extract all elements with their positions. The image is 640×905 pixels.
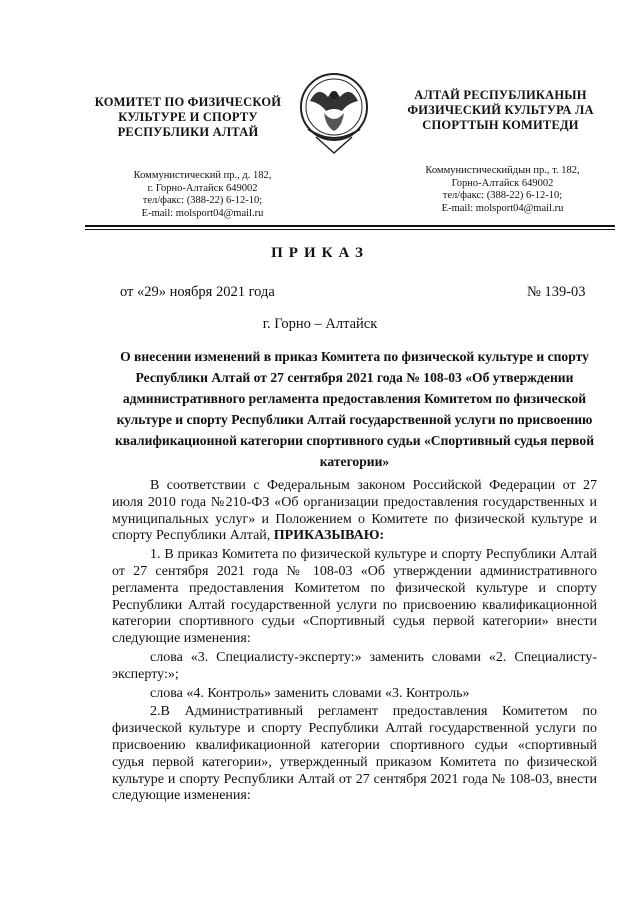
document-number: № 139-03 xyxy=(527,284,586,300)
preamble-paragraph: В соответствии с Федеральным законом Российской Федерации от 27 июля 2010 года №210-ФЗ «Об организации предоставления государственных и муниципальных услуг» и Положением о Комитете по физической культуре и спорту Республики Алтай, ПРИКАЗЫВАЮ: xyxy=(112,478,597,544)
header-divider-thin xyxy=(85,229,615,230)
right-org-name: АЛТАЙ РЕСПУБЛИКАНЫН ФИЗИЧЕСКИЙ КУЛЬТУРА ЛА СПОРТТЫН КОМИТЕДИ xyxy=(407,88,594,132)
republic-emblem-icon xyxy=(298,67,370,159)
left-address: Коммунистический пр., д. 182, г. Горно-Алтайск 649002 тел/факс: (388-22) 6-12-10; E-mail: molsport04@mail.ru xyxy=(133,170,272,219)
item-2-paragraph: 2.В Административный регламент предоставления Комитетом по физической культуре и спорту Республики Алтай государственной услуги по присвоению квалификационной категории спортивного судьи «спортивный судья первой категории», утвержденный приказом Комитета по физической культуре и спорту Республики Алтай от 27 сентября 2021 года № 108-03, внести следующие изменения: xyxy=(112,704,597,804)
order-word: ПРИКАЗЫВАЮ: xyxy=(273,528,385,544)
item-1a-paragraph: слова «3. Специалисту-эксперту:» заменить словами «2. Специалисту-эксперту:»; xyxy=(112,649,597,682)
document-subject: О внесении изменений в приказ Комитета по физической культуре и спорту Республики Алтай от 27 сентября 2021 года № 108-03 «Об утверждении административного регламента предоставления Комитетом по физической культуре и спорту Республики Алтай государственной услуги по присвоению квалификационной категории спортивного судьи «Спортивный судья первой категории» xyxy=(114,349,595,469)
item-1-paragraph: 1. В приказ Комитета по физической культуре и спорту Республики Алтай от 27 сентября 2021 года № 108-03 «Об утверждении административного регламента предоставления Комитетом по физической культуре и спорту Республики Алтай государственной услуги по присвоению квалификационной категории спортивного судьи «Спортивный судья первой категории» внести следующие изменения: xyxy=(112,547,597,647)
document-type: ПРИКАЗ xyxy=(271,245,369,261)
right-address: Коммунистическийдын пр., т. 182, Горно-Алтайск 649002 тел/факс: (388-22) 6-12-10; E-mail: molsport04@mail.ru xyxy=(425,165,580,214)
document-body xyxy=(112,478,597,807)
item-1b-paragraph: слова «4. Контроль» заменить словами «3. Контроль» xyxy=(150,685,470,701)
document-city: г. Горно – Алтайск xyxy=(262,316,378,332)
document-date: от «29» ноября 2021 года xyxy=(120,284,275,300)
header-divider-thick xyxy=(85,225,615,227)
left-org-name: КОМИТЕТ ПО ФИЗИЧЕСКОЙ КУЛЬТУРЕ И СПОРТУ РЕСПУБЛИКИ АЛТАЙ xyxy=(94,95,282,139)
